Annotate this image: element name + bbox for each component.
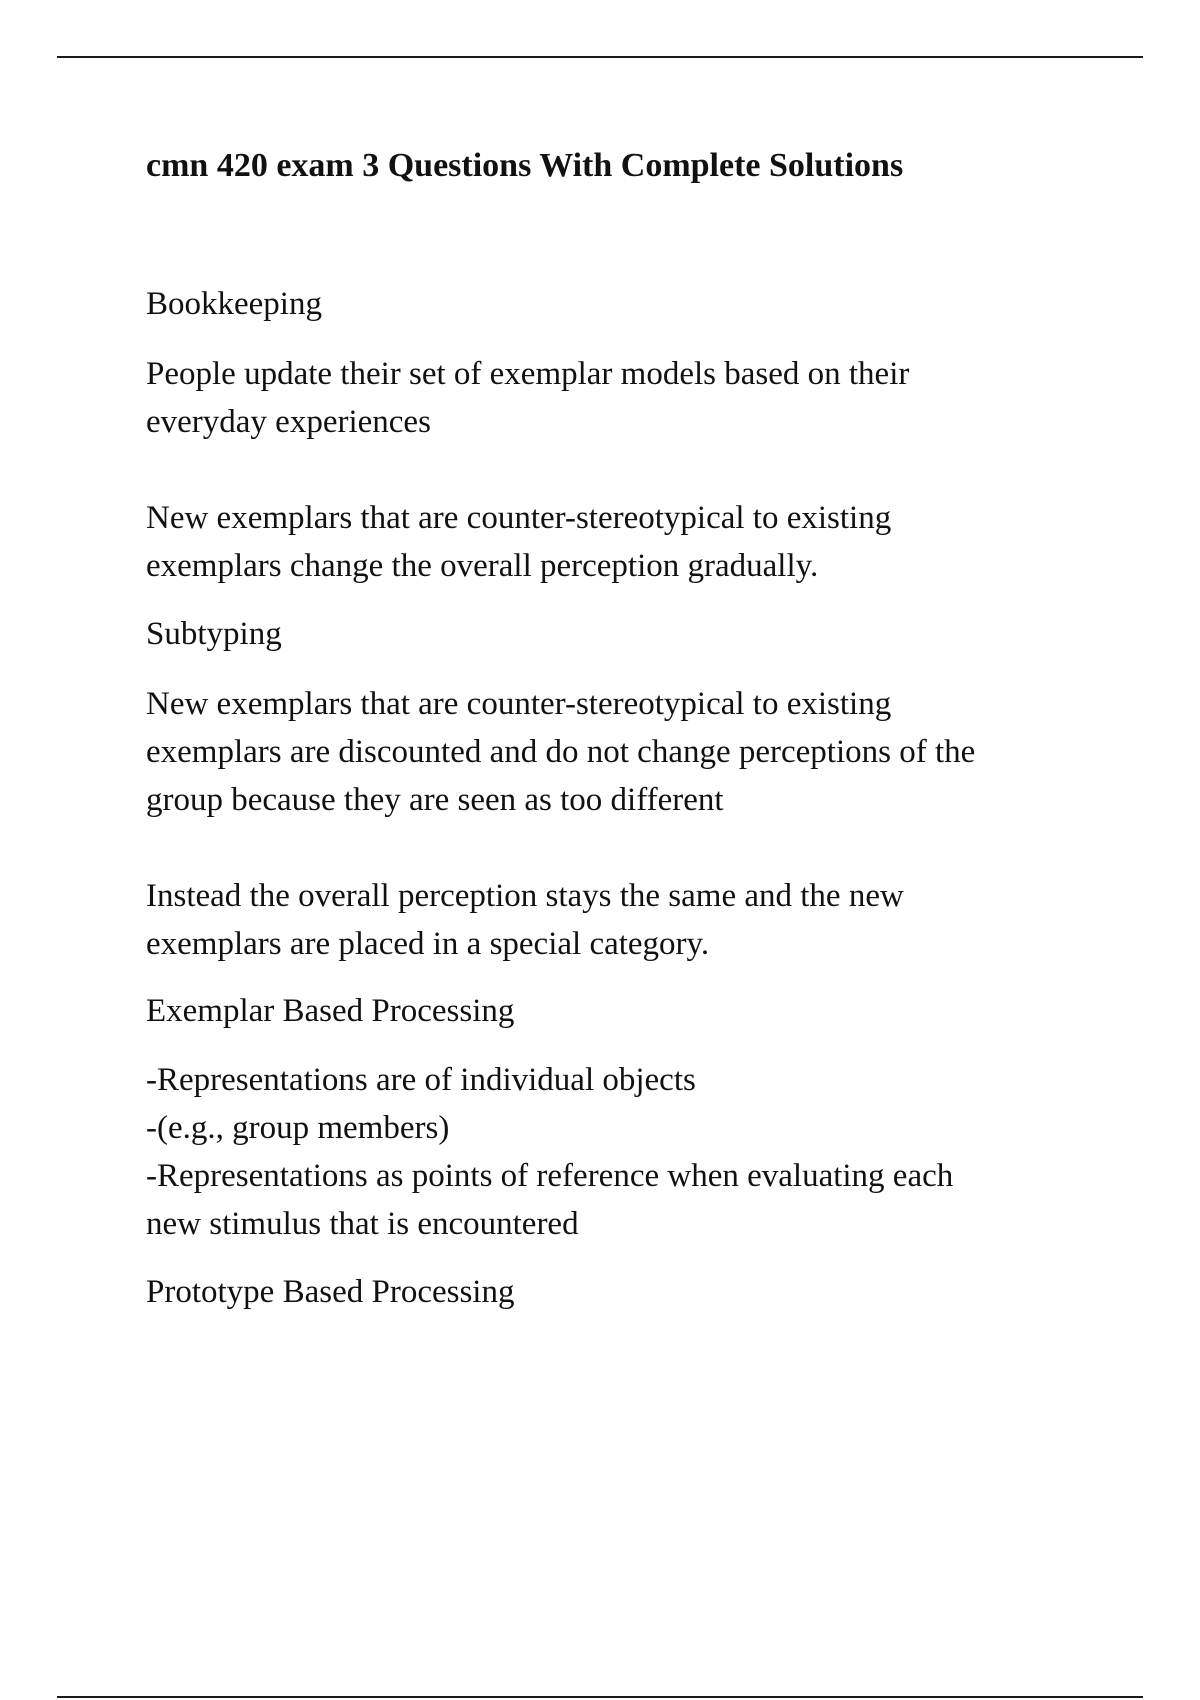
text-line: New exemplars that are counter-stereotypical to existing [146, 500, 892, 536]
text-line: Prototype Based Processing [146, 1274, 515, 1310]
text-line: exemplars change the overall perception gradually. [146, 548, 819, 584]
top-divider [57, 56, 1143, 58]
definition-subtyping-continued [146, 872, 904, 968]
term-bookkeeping [146, 280, 322, 328]
term-subtyping [146, 610, 282, 658]
text-line: People update their set of exemplar models based on their [146, 356, 910, 392]
term-prototype-based-processing [146, 1268, 514, 1316]
definition-exemplar-based-processing [146, 1056, 953, 1248]
text-line: everyday experiences [146, 404, 431, 440]
document-title: cmn 420 exam 3 Questions With Complete Solutions [146, 147, 904, 184]
text-line: group because they are seen as too different [146, 782, 724, 818]
text-line: Bookkeeping [146, 286, 322, 322]
text-line: -Representations are of individual objects [146, 1062, 696, 1098]
term-exemplar-based-processing [146, 987, 514, 1035]
text-line: new stimulus that is encountered [146, 1206, 579, 1242]
bottom-divider [57, 1696, 1143, 1698]
definition-bookkeeping-continued [146, 494, 891, 590]
text-line: exemplars are placed in a special category. [146, 926, 710, 962]
text-line: Subtyping [146, 616, 282, 652]
text-line: -Representations as points of reference when evaluating each [146, 1158, 954, 1194]
text-line: New exemplars that are counter-stereotypical to existing [146, 686, 892, 722]
text-line: exemplars are discounted and do not change perceptions of the [146, 734, 976, 770]
definition-bookkeeping [146, 350, 909, 446]
definition-subtyping [146, 680, 975, 824]
text-line: -(e.g., group members) [146, 1110, 450, 1146]
text-line: Instead the overall perception stays the same and the new [146, 878, 904, 914]
text-line: Exemplar Based Processing [146, 993, 515, 1029]
